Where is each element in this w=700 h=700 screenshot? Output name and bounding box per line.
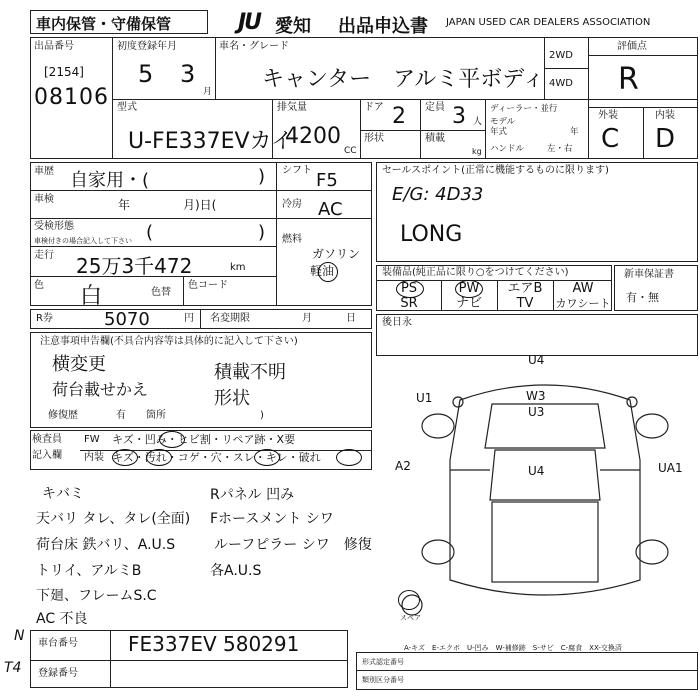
shift-value: F5 [316,170,338,191]
model-value: U-FE337EVカイ [128,129,293,154]
handle-label: ハンドル [490,144,525,154]
displacement-value: 4200 [285,124,341,149]
displacement-label: 排気量 [277,102,307,113]
inspector-dent-circle [159,431,185,448]
mark-w3: W3 [526,389,546,403]
shift-label: シフト [282,165,312,176]
fuel-label: 燃料 [282,234,302,245]
margin-mark-t4: T4 [4,660,22,676]
equip-navi: ナビ [455,296,482,311]
inspector-note-r4: 各A.U.S [210,563,262,579]
sales-point-label: セールスポイント(正常に機能するものに限ります) [382,165,609,176]
grade-label: 評価点 [617,41,647,52]
inspector-row1-label: FW [84,434,100,445]
tax-value: 5070 [104,309,150,330]
exterior-label: 外装 [598,110,618,121]
margin-mark-n: N [14,628,25,644]
dealer-label: ディーラー・並行 [490,104,558,114]
interior-value: D [655,124,676,154]
equip-airbag: エアB [507,281,543,296]
mark-u3: U3 [528,405,545,419]
new-warranty-value: 有・無 [626,291,659,304]
inspector-dirt-circle [146,449,172,466]
acceptance-label: 受検形態 [34,221,74,232]
equip-leather: カワシート [555,297,611,310]
km-unit: km [230,262,246,273]
model-label: 型式 [117,102,137,113]
inspector-row2-items: キズ・汚れ・コゲ・穴・スレ・キレ・破れ [112,451,321,464]
inspector-note-5: 下廻、フレームS.C [36,588,157,604]
aichi-label: 愛知 [275,16,311,37]
yen-unit: 円 [184,313,194,324]
inspection-year: 年 [118,198,131,212]
mark-u1: U1 [416,391,433,405]
cc-unit: CC [344,146,357,156]
equip-ps: PS [400,281,418,296]
notes-line1-right: 積載不明 [214,362,286,383]
reg-month: 3 [180,60,196,88]
mark-a2: A2 [395,459,411,473]
history-value: 自家用・( [70,170,150,191]
notes-line1-left: 横変更 [52,354,106,375]
inspector-scratch-circle [112,449,138,466]
handle-value: 左・右 [547,144,573,154]
inspector-row1-items: キズ・凹み・ヒビ割・リペア跡・X要 [112,433,296,446]
notes-line2-right: 形状 [214,388,250,409]
type-number-box [356,652,698,690]
year-unit: 年 [570,127,579,137]
inspector-note-2: 天バリ タレ、タレ(全面) [36,511,191,527]
inspector-label-2: 記入欄 [32,450,62,461]
chassis-label: 車台番号 [38,638,78,649]
inspector-note-3: 荷台床 鉄バリ、A.U.S [36,537,176,553]
ac-value: AC [318,199,343,220]
chassis-value: FE337EV 580291 [128,632,300,656]
sales-point-box [376,162,698,262]
association-name: JAPAN USED CAR DEALERS ASSOCIATION [446,17,651,28]
person-unit: 人 [473,117,483,127]
load-label: 積載 [425,133,445,144]
capacity-value: 3 [452,104,466,129]
name-change-month: 月 [302,313,312,324]
shape-label: 形状 [364,133,384,144]
mark-u4-top: U4 [528,353,545,367]
equip-aw: AW [572,281,594,296]
mark-u4-mid: U4 [528,464,545,478]
inspector-note-r2: Fホースメント シワ [210,511,334,527]
repair-label: 修復歴 [48,410,78,421]
notes-line2-left: 荷台載せかえ [52,380,149,399]
notes-label: 注意事項申告欄(不具合内容等は具体的に記入して下さい) [40,336,298,347]
equip-pw: PW [458,281,480,296]
reg-year: 5 [138,60,154,88]
month-unit: 月 [203,87,213,97]
type-label: 形式認定番号 [362,658,404,666]
type-class-label: 類別区分番号 [362,676,404,684]
interior-label: 内装 [655,110,675,121]
door-value: 2 [392,104,406,129]
spare-label: スペア [400,614,421,622]
inspector-rub-circle [254,449,280,466]
acceptance-close: ) [258,222,266,243]
sales-engine: E/G: 4D33 [392,184,484,205]
equip-tv: TV [516,296,534,311]
drive-2wd: 2WD [549,50,573,61]
form-title: 出品申込書 [338,16,428,37]
capacity-label: 定員 [425,102,445,113]
lot-sub: [2154] [44,65,84,79]
sales-body: LONG [400,222,463,247]
later-install-label: 後日永 [382,317,412,328]
storage-label: 車内保管・守備保管 [36,15,172,33]
acceptance-sub: 車検付きの場合記入して下さい [34,237,132,245]
tax-row [30,309,372,329]
first-reg-label: 初度登録年月 [117,41,177,52]
color-label: 色 [34,280,44,291]
lot-label: 出品番号 [34,41,74,52]
inspector-label-1: 検査員 [32,434,62,445]
car-name-label: 車名・グレード [219,41,289,52]
new-warranty-label: 新車保証書 [624,269,674,280]
fuel-gasoline: ガソリン [312,247,361,261]
mileage-value: 25万3千472 [76,254,193,278]
inspector-note-4: トリイ、アルミB [36,563,142,579]
inspector-tear-circle [336,449,362,466]
ac-label: 冷房 [282,199,302,210]
history-close: ) [258,166,266,187]
lot-number: 08106 [34,85,109,110]
reg-label: 登録番号 [38,668,78,679]
inspector-note-r3: ルーフピラー シワ 修復 [214,537,372,553]
model-year-label: モデル [490,117,516,127]
inspector-row2-label: 内装 [84,452,104,463]
repair-place: 箇所 [146,410,166,421]
inspection-label: 車検 [34,194,54,205]
door-label: ドア [364,102,384,113]
inspector-note-1: キバミ [42,486,84,502]
fuel-diesel: 軽油 [310,264,335,278]
kg-unit: kg [472,147,482,156]
tax-label: R券 [36,313,53,324]
year-label: 年式 [490,127,508,137]
history-label: 車歴 [34,166,54,177]
inspector-note-r1: Rパネル 凹み [210,487,295,503]
car-name: キャンター アルミ平ボディ [262,67,545,92]
repair-close: ) [260,410,264,421]
inspection-month: 月)日( [183,198,217,212]
spare-circle [398,590,420,610]
mileage-label: 走行 [34,250,54,261]
grade-value: R [618,62,639,97]
exterior-value: C [601,124,620,154]
color-change-label: 色替 [151,287,171,298]
name-change-label: 名変期限 [210,313,250,324]
ju-logo: JU [238,10,261,35]
equip-sr: SR [400,296,418,311]
color-code-label: 色コード [188,280,228,291]
name-change-day: 日 [346,313,356,324]
acceptance-value: ( [146,222,154,243]
mark-ua1: UA1 [658,461,683,475]
damage-legend: A-キズ E-エクボ U-凹み W-補修跡 S-サビ C-腐食 XX-交換済 [404,644,622,652]
drive-4wd: 4WD [549,78,573,89]
repair-value: 有 [116,410,126,421]
inspector-note-6: AC 不良 [36,611,88,627]
equipment-label: 装備品(純正品に限り○をつけてください) [382,267,569,278]
color-value: 白 [80,284,103,309]
